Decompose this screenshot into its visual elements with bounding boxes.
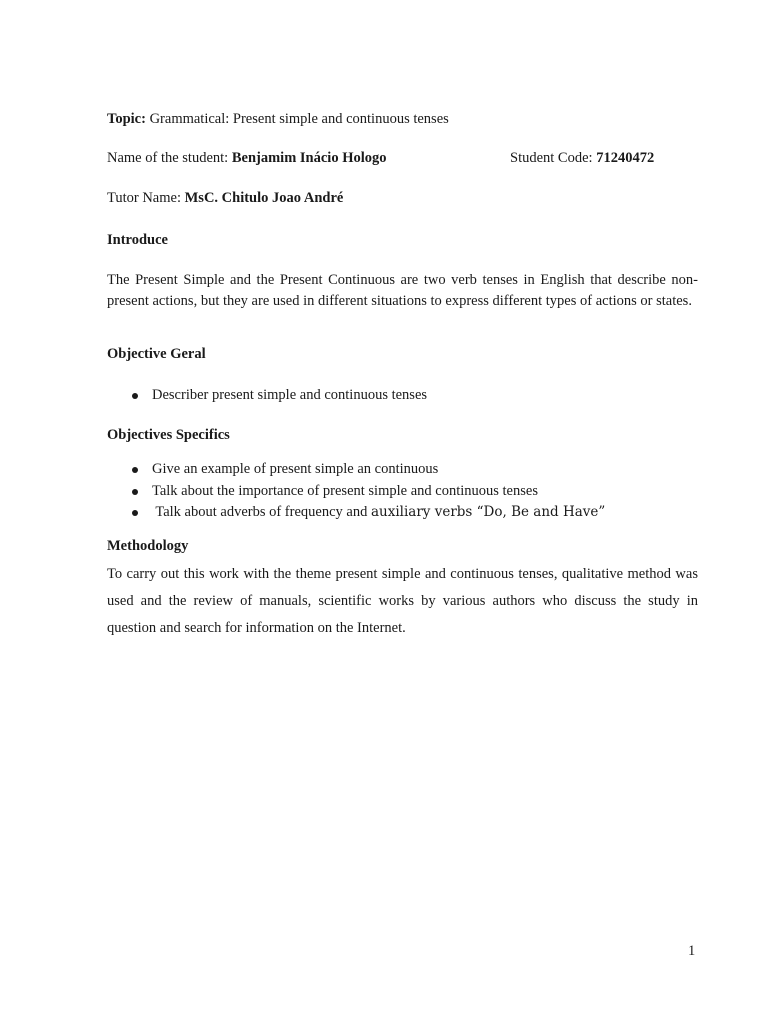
topic-value: Grammatical: Present simple and continuous tenses bbox=[145, 111, 449, 127]
list-item bbox=[107, 502, 605, 524]
bullet-icon bbox=[132, 489, 138, 495]
page-number: 1 bbox=[688, 943, 696, 959]
student-code-line bbox=[510, 150, 654, 167]
student-code-value: 71240472 bbox=[596, 150, 655, 166]
introduce-heading: Introduce bbox=[107, 232, 168, 248]
student-name-line bbox=[107, 150, 387, 167]
objectives-specifics-list bbox=[107, 459, 605, 524]
tutor-line bbox=[107, 190, 343, 207]
student-code-label: Student Code: bbox=[510, 150, 597, 166]
objective-geral-heading: Objective Geral bbox=[107, 346, 206, 362]
bullet-icon bbox=[132, 510, 138, 516]
list-item: Give an example of present simple an continuous bbox=[107, 459, 605, 481]
methodology-heading: Methodology bbox=[107, 538, 189, 554]
tutor-label: Tutor Name: bbox=[107, 190, 185, 206]
objective-geral-list bbox=[107, 385, 427, 407]
methodology-paragraph: To carry out this work with the theme present simple and continuous tenses, qualitative method was used and the review of manuals, scientific works by various authors who discuss the study in question and search for information on the Internet. bbox=[107, 566, 698, 636]
tutor-name: MsC. Chitulo Joao André bbox=[184, 190, 344, 206]
bullet-icon bbox=[132, 393, 138, 399]
student-name-label: Name of the student: bbox=[107, 150, 232, 166]
list-item: Talk about the importance of present simple and continuous tenses bbox=[107, 481, 605, 503]
introduce-paragraph: The Present Simple and the Present Continuous are two verb tenses in English that describe non-present actions, but they are used in different situations to express different types of actions or states. bbox=[107, 272, 698, 309]
bullet-icon bbox=[132, 467, 138, 473]
list-item-text-prefix: Talk about adverbs of frequency and bbox=[152, 504, 371, 520]
student-name-value: Benjamim Inácio Hologo bbox=[231, 150, 387, 166]
objectives-specifics-heading: Objectives Specifics bbox=[107, 427, 230, 443]
list-item-text-suffix: auxiliary verbs “Do, Be and Have” bbox=[370, 504, 606, 520]
topic-label: Topic: bbox=[107, 111, 146, 127]
list-item: Describer present simple and continuous tenses bbox=[107, 385, 427, 407]
topic-line bbox=[107, 111, 449, 128]
